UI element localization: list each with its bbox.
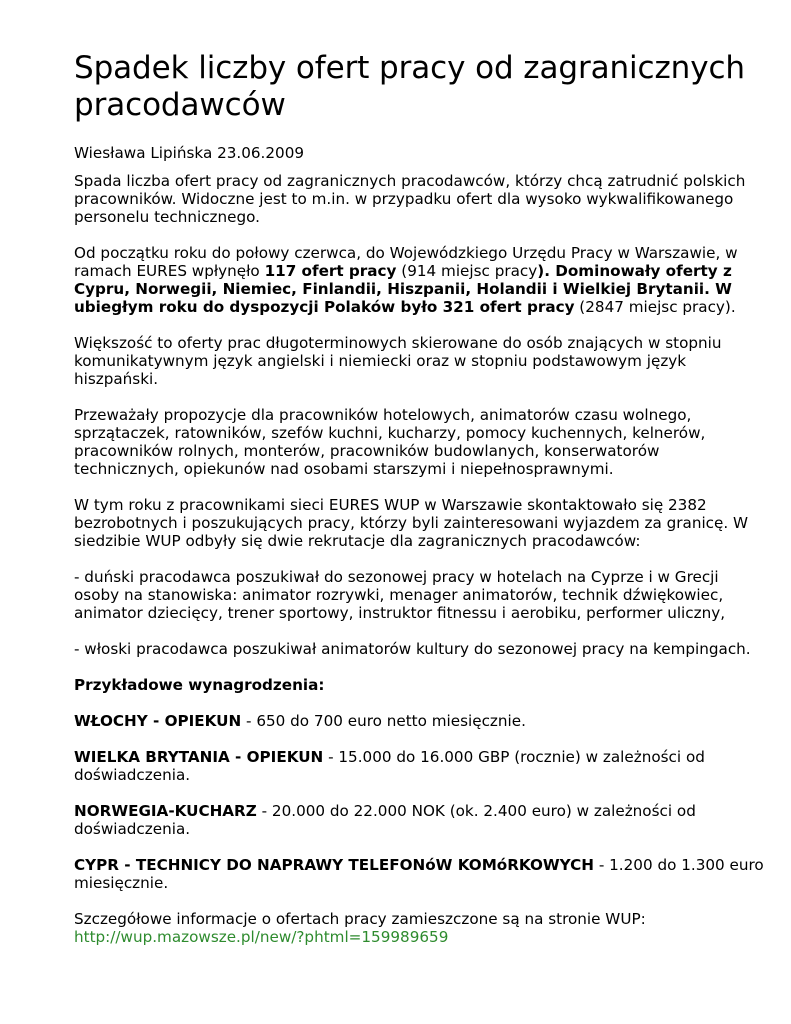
offers-text-a: Od początku roku do połowy czerwca, do Wojewódzkiego Urzędu Pracy w Warszawie, w ramach EURES wpłynęło bbox=[74, 244, 738, 280]
spacer bbox=[74, 730, 764, 748]
offers-text-e: . Dominowały oferty z Cypru, Norwegii, Niemiec, Finlandii, Hiszpanii, Holandii i Wielkiej Brytanii. W ubiegłym roku do dyspozycji Polaków było bbox=[74, 262, 732, 316]
salary-label: WIELKA BRYTANIA - OPIEKUN bbox=[74, 748, 324, 766]
offers-text-c: (914 miejsc pracy bbox=[396, 262, 538, 280]
spacer bbox=[74, 892, 764, 910]
article-title: Spadek liczby ofert pracy od zagranicznych pracodawców bbox=[74, 50, 745, 123]
salary-text: - 20.000 do 22.000 NOK (ok. 2.400 euro) w zależności od doświadczenia. bbox=[74, 802, 696, 838]
intro-paragraph: Spada liczba ofert pracy od zagranicznych pracodawców, którzy chcą zatrudnić polskich pracowników. Widoczne jest to m.in. w przypadku ofert dla wysoko wykwalifikowanego personelu technicznego. bbox=[74, 172, 746, 226]
salary-item bbox=[74, 856, 764, 892]
salary-text: - 15.000 do 16.000 GBP (rocznie) w zależności od doświadczenia. bbox=[74, 748, 705, 784]
spacer bbox=[74, 622, 764, 640]
spacer bbox=[74, 316, 764, 334]
salary-text: - 1.200 do 1.300 euro miesięcznie. bbox=[74, 856, 764, 892]
salary-text: - 650 do 700 euro netto miesięcznie. bbox=[241, 712, 526, 730]
salary-item bbox=[74, 802, 764, 838]
footer-link-line bbox=[74, 928, 764, 946]
salary-label: WŁOCHY - OPIEKUN bbox=[74, 712, 242, 730]
salary-item bbox=[74, 712, 764, 730]
salary-label: NORWEGIA-KUCHARZ bbox=[74, 802, 257, 820]
spacer bbox=[74, 784, 764, 802]
spacer bbox=[74, 478, 764, 496]
languages-paragraph: Większość to oferty prac długoterminowych skierowane do osób znających w stopniu komunikatywnym język angielski i niemiecki oraz w stopniu podstawowym język hiszpański. bbox=[74, 334, 722, 388]
spacer bbox=[74, 838, 764, 856]
salary-heading-text: Przykładowe wynagrodzenia: bbox=[74, 676, 325, 694]
salary-label: CYPR - TECHNICY DO NAPRAWY TELEFONóW KOMóRKOWYCH bbox=[74, 856, 594, 874]
professions-paragraph: Przeważały propozycje dla pracowników hotelowych, animatorów czasu wolnego, sprzątaczek, ratowników, szefów kuchni, kucharzy, pomocy kuchennych, kelnerów, pracowników rolnych, monterów, pracowników budowlanych, konserwatorów technicznych, opiekunów nad osobami starszymi i niepełnosprawnymi. bbox=[74, 406, 706, 478]
spacer bbox=[74, 658, 764, 676]
offers-count-2009: 117 ofert pracy bbox=[264, 262, 397, 280]
spacer bbox=[74, 388, 764, 406]
contacts-paragraph: W tym roku z pracownikami sieci EURES WUP w Warszawie skontaktowało się 2382 bezrobotnych i poszukujących pracy, którzy byli zainteresowani wyjazdem za granicę. W siedzibie WUP odbyły się dwie rekrutacje dla zagranicznych pracodawców: bbox=[74, 496, 749, 550]
article bbox=[74, 50, 764, 946]
salary-heading bbox=[74, 676, 764, 694]
offers-paragraph bbox=[74, 244, 764, 316]
byline: Wiesława Lipińska 23.06.2009 bbox=[74, 144, 305, 162]
italian-employer-paragraph: - włoski pracodawca poszukiwał animatorów kultury do sezonowej pracy na kempingach. bbox=[74, 640, 751, 658]
wup-link[interactable]: http://wup.mazowsze.pl/new/?phtml=159989659 bbox=[74, 928, 449, 946]
salary-item bbox=[74, 748, 764, 784]
spacer bbox=[74, 162, 764, 172]
offers-count-2008: 321 ofert pracy bbox=[442, 298, 575, 316]
spacer bbox=[74, 226, 764, 244]
footer-text: Szczegółowe informacje o ofertach pracy zamieszczone są na stronie WUP: bbox=[74, 910, 646, 928]
spacer bbox=[74, 694, 764, 712]
danish-employer-paragraph: - duński pracodawca poszukiwał do sezonowej pracy w hotelach na Cyprze i w Grecji osoby na stanowiska: animator rozrywki, menager animatorów, technik dźwiękowiec, animator dziecięcy, trener sportowy, instruktor fitnessu i aerobiku, performer uliczny, bbox=[74, 568, 726, 622]
spacer bbox=[74, 550, 764, 568]
offers-text-f: (2847 miejsc pracy). bbox=[574, 298, 736, 316]
offers-bracket: ) bbox=[537, 262, 545, 280]
